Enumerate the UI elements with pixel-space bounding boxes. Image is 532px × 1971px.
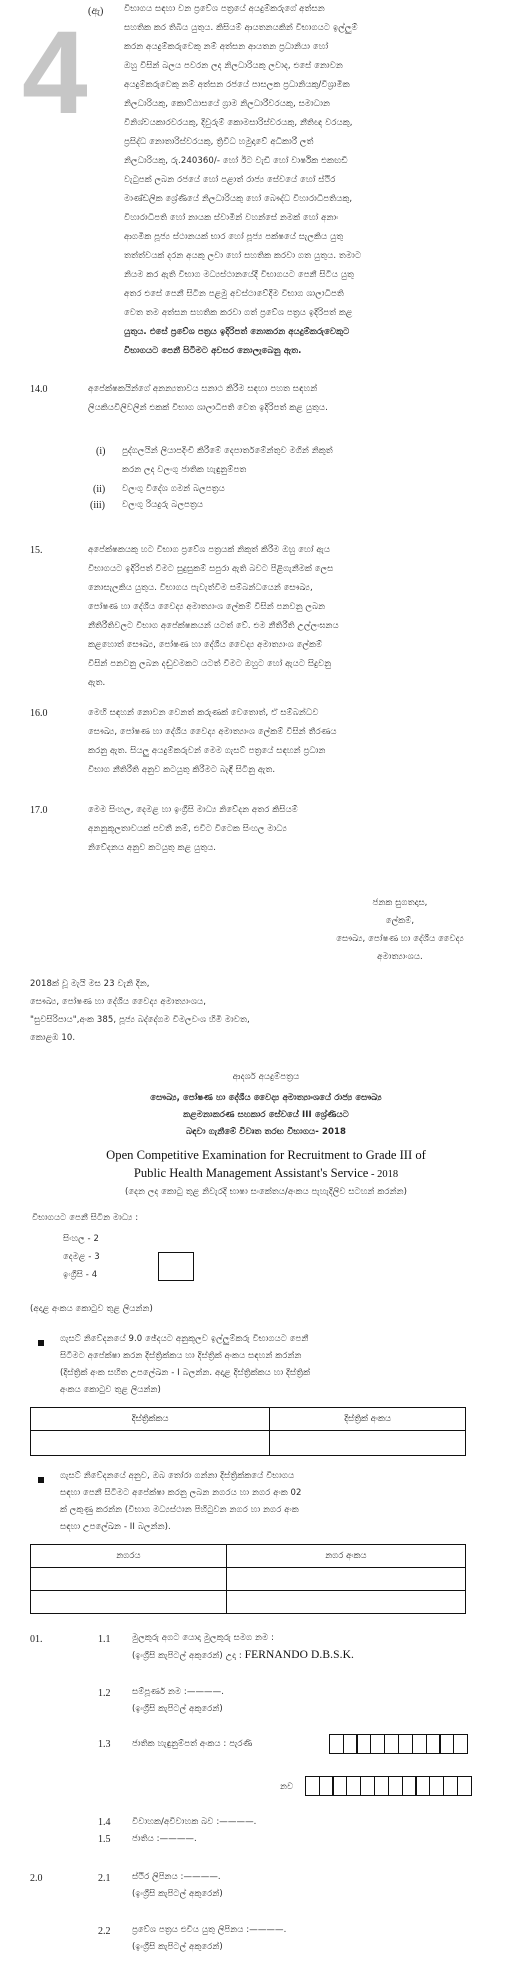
bullet-icon (38, 1477, 44, 1483)
nic-new-boxes[interactable] (306, 1776, 472, 1796)
district-instruction: ගැසට් නිවේදනයේ 9.0 ඡේදයට අනුකූලව ඉල්ලුම්කරු විභාගයට පෙනී සිටීමට අපේක්ෂා කරන දිස්ත්‍රික්කය හා දිස්ත්‍රික් අංකය සඳහන් කරන්න (දිස්ත්‍රික් අංක සහිත උපලේඛන - I බලන්න. අදාළ දිස්ත්‍රික්කය හා දිස්ත්‍රික් අංකය කොටුව තුළ ලියන්න) (60, 1334, 311, 1395)
question-1-1-text: මුලකුරු අගට යොදා මුලකුරු සමග නම : (ඉංග්‍රීසි කැපිටල් අකුරෙන්) උදා : FERNANDO D.B.S.K. (132, 1633, 355, 1661)
bullet-icon (38, 1340, 44, 1346)
sinhala-title: සෞඛ්‍ය, පෝෂණ හා දේශීය වෛද්‍ය අමාත්‍යාංශයේ රාජ්‍ය සෞඛ්‍ය කළමනාකරණ සහකාර සේවයේ III ශ්‍රේණියට බඳවා ගැනීමේ විවෘත තරඟ විභාගය- 2018 (150, 1093, 382, 1137)
nic-old-boxes[interactable] (330, 1734, 468, 1754)
medium-code-box[interactable] (158, 1252, 194, 1281)
para-14-item-mark: (iii) (90, 500, 105, 511)
para-14-item-3: වලංගු රියදුරු බලපත්‍රය (122, 500, 204, 510)
para-17-text: මෙම සිංහල, දෙමළ හා ඉංග්‍රීසි මාධ්‍ය නිවේදන අතර කිසියම් අනනුකූලතාවයක් පවතී නම්, එවිට විටෙක සිංහල මාධ්‍ය නිවේදනය අනුව කටයුතු කළ යුතුය. (88, 805, 298, 853)
name-example: FERNANDO D.B.S.K. (244, 1649, 355, 1661)
question-2-number: 2.0 (30, 1873, 43, 1884)
para-15-text: අපේක්ෂකයකු හට විභාග ප්‍රවේශ පත්‍රයක් නිකුත් කිරීම ඔහු හෝ ඇය විභාගයට ඉදිරිපත් වීමට සුදුසුකම් සපුරා ඇති බවට පිළිගැනීමක් ලෙස නොසැලකිය යුතුය. විභාගය පැවැත්වීම සම්බන්ධයෙන් සෞඛ්‍ය, පෝෂණ හා දේශීය වෛද්‍ය අමාත්‍යාංශ ලේකම් විසින් පනවනු ලබන නීතිරීතිවලට විභාග අපේක්ෂකයන් යටත් වේ. එම නීතිරීති උල්ලංඝනය කළහොත් සෞඛ්‍ය, පෝෂණ හා දේශීය වෛද්‍ය අමාත්‍යාංශ ලේකම් විසින් පනවනු ලබන දඬුවමකට යටත් වීමට ඔහුට හෝ ඇයට සිදුවනු ඇත. (88, 545, 339, 688)
city-column-header: නගරය (31, 1545, 227, 1568)
question-1-1-number: 1.1 (98, 1634, 111, 1645)
question-1-2-number: 1.2 (98, 1688, 111, 1699)
medium-options: සිංහල - 2 දෙමළ - 3 ඉංග්‍රීසි - 4 (63, 1234, 100, 1280)
city-number-input-cell[interactable] (226, 1568, 465, 1591)
question-1-4-number: 1.4 (98, 1817, 111, 1828)
para-14-item-2: වලංගු විදේශ ගමන් බලපත්‍රය (122, 484, 225, 494)
district-number-input-cell[interactable] (270, 1431, 466, 1456)
english-title: Open Competitive Examination for Recruitment to Grade III of Public Health Management Assistant's Service - 2018 (106, 1148, 426, 1180)
para-16-text: මෙහි සඳහන් නොවන වෙනත් කරුණක් වෙතොත්, ඒ සම්බන්ධව සෞඛ්‍ය, පෝෂණ හා දේශීය වෛද්‍ය අමාත්‍යාංශ ලේකම් විසින් තීරණය කරනු ඇත. සියලු අයදුම්කරුවන් මෙම ගැසට් පත්‍රයේ සඳහන් ප්‍රධාන විභාග නීතිරීති අනුව කටයුතු කිරීමට බැඳී සිටිනු ඇත. (88, 708, 337, 775)
question-2-1-number: 2.1 (98, 1873, 111, 1884)
question-1-2-text: සම්පූර්ණ නම :————. (ඉංග්‍රීසි කැපිටල් අකුරෙන්) (132, 1687, 225, 1714)
question-01-number: 01. (30, 1634, 43, 1645)
signature-block: ජනක සුගතදාස, ලේකම්, සෞඛ්‍ය, පෝෂණ හා දේශීය වෛද්‍ය අමාත්‍යාංශය. (336, 898, 464, 962)
district-column-header: දිස්ත්‍රික්කය (31, 1408, 270, 1431)
sample-form-heading: ආදර්ශ අයදුම්පත්‍රය (232, 1072, 300, 1082)
para-14-text: අපේක්ෂකයින්ගේ අනන්‍යතාවය සනාථ කිරීම සඳහා පහත සඳහන් ලියකියවිලිවලින් එකක් විභාග ශාලාධිපති වෙත ඉදිරිපත් කළ යුතුය. (88, 384, 328, 413)
para-14-item-mark: (ii) (93, 484, 106, 495)
clause-text: විභාගය සඳහා වන ප්‍රවේශ පත්‍රයේ අයදුම්කරුගේ අත්සන සහතික කර තිබිය යුතුය. කිසියම් ආයතනයකින් විභාගයට ඉල්ලුම් කරන අයදුම්කරුවෙකු නම් අත්සන ආයතන ප්‍රධානියා හෝ ඔහු විසින් බලය පවරන ලද නිලධාරියකු ලවාද, එසේ නොවන අයදුම්කරුවෙකු නම් අත්සන රජයේ පාසලක ප්‍රධානියකු/විශ්‍රාමික නිලධාරියකු, කොට්ඨාසයේ ග්‍රාම නිලධාරීවරයකු, සමාධාන විනිශ්චයකාරවරයකු, දිවුරුම් කොමසාරිස්වරයකු, නීතිඥ වරයකු, ප්‍රසිද්ධ නොතාරිස්වරයකු, ත්‍රිවිධ හමුදාවේ අධිකාරී ලත් නිලධාරියකු, රු.240360/- හෝ ඊට වැඩි හෝ වාර්ෂික එකඟඩි වැටුපක් ලබන රජයේ හෝ පළාත් රාජ්‍ය සේවයේ හෝ ස්ථිර මාණ්ඩලික ශ්‍රේණියේ නිලධාරියකු හෝ බෞද්ධ විහාරාධිපතියකු, විහාරාධිපති හෝ නායක ස්වාමීන් වහන්සේ නමක් හෝ අනාං ආගමික පූජ්‍ය ස්ථානයක් භාර හෝ පූජ්‍ය පක්ෂයේ සැලකිය යුතු තත්ත්වයක් දරන අයකු ලවා හෝ සහතික කරවා ගත යුතුය. තමාට නියම කර ඇති විභාග මධ්‍යස්ථානයේදී විභාගයට පෙනී සිටිය යුතු අතර එසේ පෙනී සිටින පළමු අවස්ථාවේදීම විභාග ශාලාධිපති වෙත තම අත්සන සහතික කරවා ගත් ප්‍රවේශ පත්‍රය ඉදිරිපත් කළ යුතුය. එසේ ප්‍රවේශ පත්‍රය ඉදිරිපත් නොකරන අයදුම්කරුවෙකුට විභාගයට පෙනී සිටීමට අවසර නොලැබෙනු ඇත. (124, 4, 362, 356)
question-1-3-new-label: නව (280, 1782, 294, 1792)
district-table (30, 1407, 466, 1456)
district-number-column-header: දිස්ත්‍රික් අංකය (270, 1408, 466, 1431)
para-14-number: 14.0 (30, 384, 48, 395)
city-input-cell[interactable] (31, 1591, 227, 1614)
question-2-1-text: ස්ථිර ලිපිනය :————. (ඉංග්‍රීසි කැපිටල් අකුරෙන්) (132, 1872, 223, 1899)
para-15-number: 15. (30, 545, 43, 556)
medium-label: විභාගයට පෙනී සිටින මාධ්‍ය : (32, 1213, 139, 1223)
city-number-input-cell[interactable] (226, 1591, 465, 1614)
para-14-item-mark: (i) (96, 446, 106, 457)
write-number-note: (අදාළ අංකය කොටුව තුළ ලියන්න) (30, 1304, 153, 1314)
question-2-2-text: ප්‍රවේශ පත්‍රය එවිය යුතු ලිපිනය :————. (ඉංග්‍රීසි කැපිටල් අකුරෙන්) (132, 1925, 287, 1952)
question-1-3-number: 1.3 (98, 1739, 111, 1750)
city-number-column-header: නගර අංකය (226, 1545, 465, 1568)
code-note: (දෙන ලද කොටු තුළ නිවැරදි භාෂා සංකේතය/අංකය පැහැදිලිව සටහන් කරන්න) (124, 1187, 408, 1197)
address-block: 2018ක් වූ මැයි මස 23 වැනි දින, සෞඛ්‍ය, පෝෂණ හා දේශීය වෛද්‍ය අමාත්‍යාංශය, "සුවසිරිපාය",අංක 385, පූජ්‍ය බද්දේගම විමලවංශ හිමි මාවත, කොළඹ 10. (30, 979, 250, 1043)
city-input-cell[interactable] (31, 1568, 227, 1591)
question-2-2-number: 2.2 (98, 1926, 111, 1937)
city-table (30, 1544, 466, 1614)
question-1-4-text: විවාහක/අවිවාහක බව :————. (132, 1817, 257, 1827)
district-input-cell[interactable] (31, 1431, 270, 1456)
para-14-item-1: පුද්ගලයින් ලියාපදිංචි කිරීමේ දෙපාර්තමේන්තුව මගින් නිකුත් කරන ලද වලංගු ජාතික හැඳුනුම්පත (122, 446, 333, 475)
question-1-5-text: ජාතිය :————. (132, 1834, 197, 1844)
page-number: 4 (22, 7, 88, 139)
para-16-number: 16.0 (30, 708, 48, 719)
question-1-3-label: ජාතික හැඳුනුම්පත් අංකය : පැරණි (132, 1739, 253, 1749)
question-1-5-number: 1.5 (98, 1834, 111, 1845)
city-instruction: ගැසට් නිවේදනයේ අනුව, ඔබ තෝරා ගන්නා දිස්ත්‍රික්කයේ විභාගය සඳහා පෙනී සිටීමට අපේක්ෂා කරනු ලබන නගරය හා නගර අංක 02 ක් ලකුණු කරන්න (විභාග මධ්‍යස්ථාන පිහිටුවන නගර හා නගර අංක සඳහා උපලේඛන - II බලන්න). (60, 1471, 302, 1532)
clause-label: (ඇ) (88, 6, 104, 17)
para-17-number: 17.0 (30, 805, 48, 816)
